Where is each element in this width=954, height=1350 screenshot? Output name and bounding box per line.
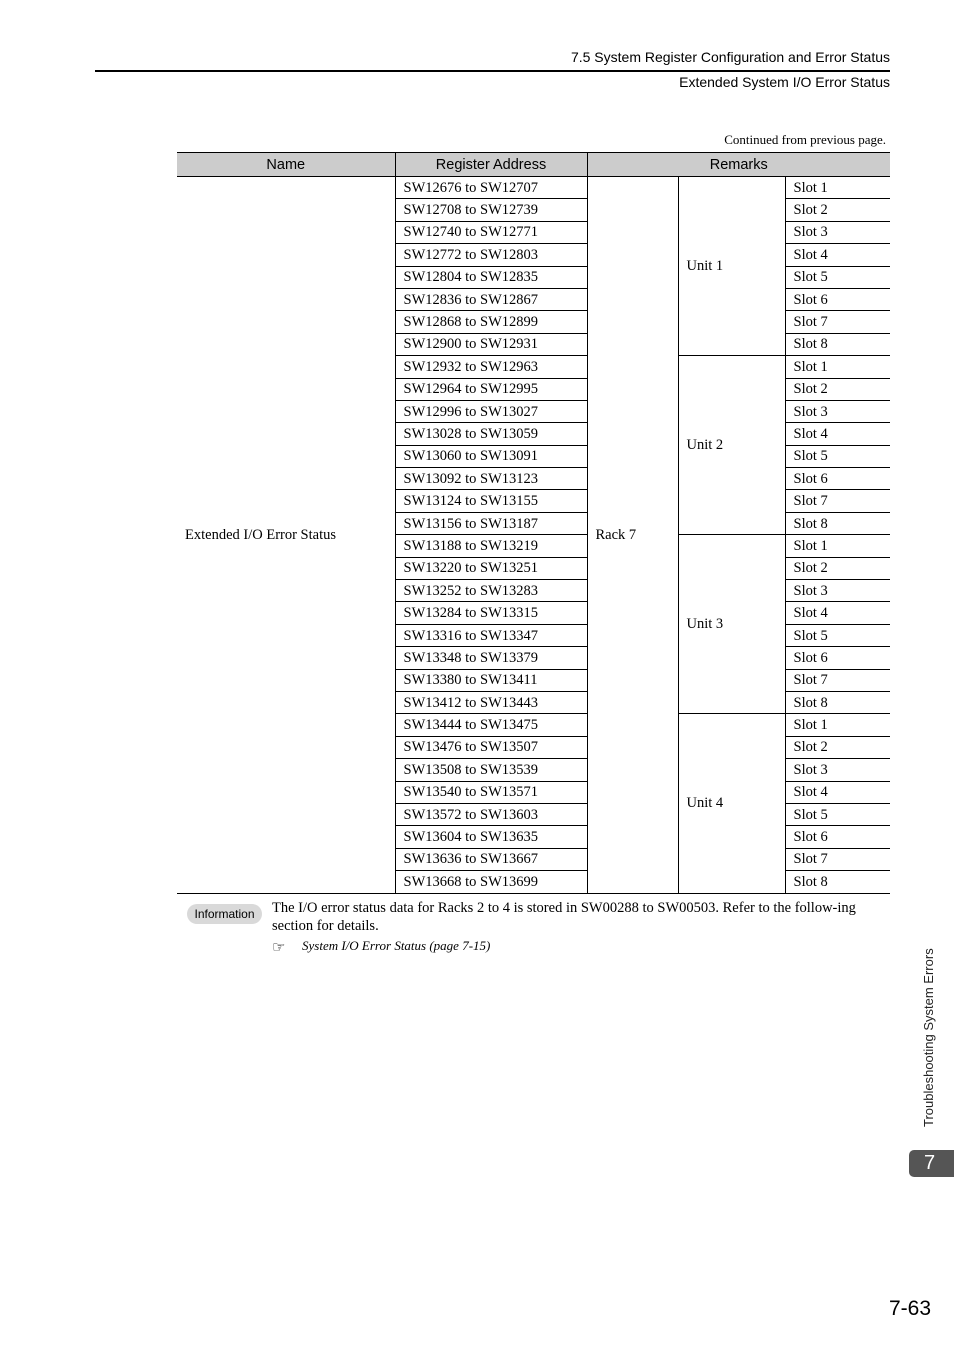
register-address-cell: SW13060 to SW13091	[395, 445, 587, 467]
register-table	[177, 152, 890, 894]
header-rule	[95, 70, 890, 72]
slot-cell: Slot 4	[785, 423, 890, 445]
register-address-cell: SW13252 to SW13283	[395, 580, 587, 602]
slot-cell: Slot 2	[785, 199, 890, 221]
slot-cell: Slot 5	[785, 624, 890, 646]
register-address-cell: SW13508 to SW13539	[395, 759, 587, 781]
register-address-cell: SW12996 to SW13027	[395, 400, 587, 422]
register-address-cell: SW13348 to SW13379	[395, 647, 587, 669]
header-name: Name	[177, 153, 395, 177]
slot-cell: Slot 3	[785, 580, 890, 602]
register-address-cell: SW13668 to SW13699	[395, 871, 587, 893]
register-address-cell: SW12836 to SW12867	[395, 288, 587, 310]
register-address-cell: SW13284 to SW13315	[395, 602, 587, 624]
register-address-cell: SW13124 to SW13155	[395, 490, 587, 512]
rack-cell: Rack 7	[587, 177, 678, 894]
slot-cell: Slot 7	[785, 848, 890, 870]
table-row	[177, 177, 890, 199]
slot-cell: Slot 1	[785, 714, 890, 736]
slot-cell: Slot 6	[785, 468, 890, 490]
slot-cell: Slot 3	[785, 759, 890, 781]
register-address-cell: SW13572 to SW13603	[395, 803, 587, 825]
slot-cell: Slot 6	[785, 647, 890, 669]
register-address-cell: SW13316 to SW13347	[395, 624, 587, 646]
register-address-cell: SW13188 to SW13219	[395, 535, 587, 557]
register-address-cell: SW12708 to SW12739	[395, 199, 587, 221]
information-badge: Information	[187, 904, 262, 924]
register-name-cell: Extended I/O Error Status	[177, 177, 395, 894]
slot-cell: Slot 5	[785, 445, 890, 467]
reference-link[interactable]: System I/O Error Status (page 7-15)	[302, 938, 491, 953]
slot-cell: Slot 5	[785, 266, 890, 288]
subsection-title: Extended System I/O Error Status	[679, 74, 890, 90]
slot-cell: Slot 2	[785, 557, 890, 579]
register-address-cell: SW12900 to SW12931	[395, 333, 587, 355]
slot-cell: Slot 4	[785, 602, 890, 624]
slot-cell: Slot 1	[785, 356, 890, 378]
slot-cell: Slot 2	[785, 378, 890, 400]
register-address-cell: SW12676 to SW12707	[395, 177, 587, 199]
register-address-cell: SW13028 to SW13059	[395, 423, 587, 445]
slot-cell: Slot 4	[785, 244, 890, 266]
register-address-cell: SW13380 to SW13411	[395, 669, 587, 691]
chapter-number: 7	[923, 1152, 936, 1174]
register-address-cell: SW12772 to SW12803	[395, 244, 587, 266]
register-address-cell: SW13412 to SW13443	[395, 691, 587, 713]
register-address-cell: SW13220 to SW13251	[395, 557, 587, 579]
slot-cell: Slot 2	[785, 736, 890, 758]
slot-cell: Slot 8	[785, 691, 890, 713]
register-address-cell: SW13636 to SW13667	[395, 848, 587, 870]
slot-cell: Slot 1	[785, 535, 890, 557]
unit-cell: Unit 4	[678, 714, 785, 893]
unit-cell: Unit 3	[678, 535, 785, 714]
register-address-cell: SW13156 to SW13187	[395, 512, 587, 534]
register-address-cell: SW12740 to SW12771	[395, 221, 587, 243]
slot-cell: Slot 7	[785, 311, 890, 333]
slot-cell: Slot 3	[785, 400, 890, 422]
register-address-cell: SW12868 to SW12899	[395, 311, 587, 333]
slot-cell: Slot 3	[785, 221, 890, 243]
register-address-cell: SW13444 to SW13475	[395, 714, 587, 736]
register-address-cell: SW13604 to SW13635	[395, 826, 587, 848]
page-number: 7-63	[888, 1297, 931, 1320]
slot-cell: Slot 7	[785, 490, 890, 512]
unit-cell: Unit 1	[678, 177, 785, 356]
chapter-tab	[909, 1150, 954, 1177]
header-remarks: Remarks	[587, 153, 890, 177]
slot-cell: Slot 6	[785, 288, 890, 310]
slot-cell: Slot 1	[785, 177, 890, 199]
register-address-cell: SW13476 to SW13507	[395, 736, 587, 758]
slot-cell: Slot 8	[785, 333, 890, 355]
slot-cell: Slot 4	[785, 781, 890, 803]
chapter-side-label: Troubleshooting System Errors	[921, 948, 936, 1127]
register-address-cell: SW13092 to SW13123	[395, 468, 587, 490]
header-register-address: Register Address	[395, 153, 587, 177]
continued-note: Continued from previous page.	[724, 132, 886, 147]
slot-cell: Slot 6	[785, 826, 890, 848]
slot-cell: Slot 8	[785, 512, 890, 534]
slot-cell: Slot 7	[785, 669, 890, 691]
slot-cell: Slot 5	[785, 803, 890, 825]
unit-cell: Unit 2	[678, 356, 785, 535]
section-title: 7.5 System Register Configuration and Error Status	[570, 49, 890, 65]
information-text: The I/O error status data for Racks 2 to 4 is stored in SW00288 to SW00503. Refer to the follow-ing section for details.	[272, 900, 856, 934]
register-address-cell: SW12804 to SW12835	[395, 266, 587, 288]
pointing-hand-icon: ☞	[272, 940, 286, 956]
table-body	[177, 177, 890, 894]
register-address-cell: SW12932 to SW12963	[395, 356, 587, 378]
register-address-cell: SW13540 to SW13571	[395, 781, 587, 803]
slot-cell: Slot 8	[785, 871, 890, 893]
register-address-cell: SW12964 to SW12995	[395, 378, 587, 400]
